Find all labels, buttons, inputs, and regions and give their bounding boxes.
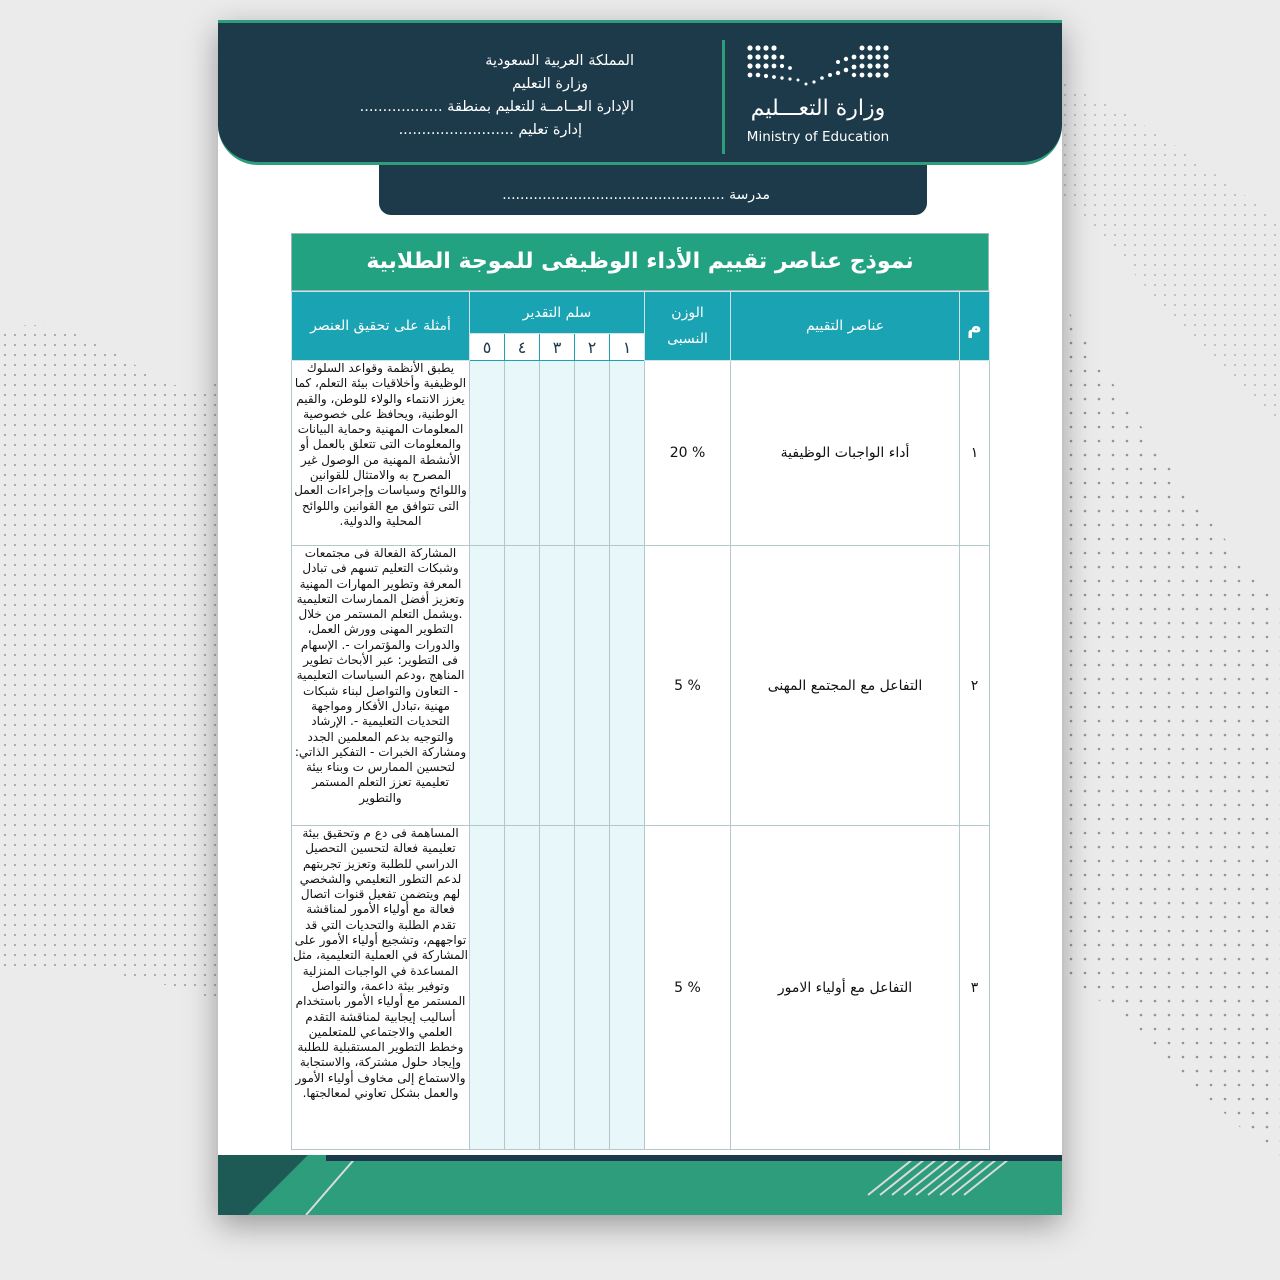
evaluation-form: [291, 233, 989, 1150]
form-title: نموذج عناصر تقييم الأداء الوظيفى للموجة الطلابية: [291, 233, 989, 291]
score-cell-3[interactable]: [540, 826, 575, 1150]
column-header-element: عناصر التقييم: [731, 292, 960, 361]
header-line-ministry: وزارة التعليم: [512, 76, 588, 92]
logo-english-text: Ministry of Education: [746, 129, 890, 145]
score-cell-5[interactable]: [470, 546, 505, 826]
score-cell-3[interactable]: [540, 361, 575, 546]
column-header-index: م: [960, 292, 990, 361]
scale-point-5: ٥: [470, 334, 505, 361]
row-weight: 5 %: [645, 546, 731, 826]
scale-point-2: ٢: [575, 334, 610, 361]
row-index: ٢: [960, 546, 990, 826]
scale-point-3: ٣: [540, 334, 575, 361]
row-element: التفاعل مع أولياء الامور: [731, 826, 960, 1150]
school-label: مدرسة ..................................................: [502, 187, 770, 203]
row-weight: 5 %: [645, 826, 731, 1150]
row-weight: 20 %: [645, 361, 731, 546]
scale-point-1: ١: [610, 334, 645, 361]
table-row: [292, 826, 990, 1150]
score-cell-2[interactable]: [575, 826, 610, 1150]
header-line-education-office: إدارة تعليم .........................: [398, 122, 582, 138]
document-page: [218, 20, 1062, 1215]
column-header-scale: سلم التقدير: [470, 292, 645, 334]
score-cell-1[interactable]: [610, 826, 645, 1150]
header-accent-line: [218, 20, 1062, 23]
score-cell-1[interactable]: [610, 546, 645, 826]
score-cell-2[interactable]: [575, 546, 610, 826]
score-cell-1[interactable]: [610, 361, 645, 546]
row-examples: يطبق الأنظمة وقواعد السلوك الوظيفية وأخلاقيات بيئة التعلم، كما يعزز الانتماء والولاء للوطن، والقيم الوطنية، ويحافظ على خصوصية المعلومات المهنية وحماية البيانات والمعلومات التى تتعلق بالعمل أو الأنشطة المهنية من الوصول غير المصرح به والامتثال للقوانين واللوائح وسياسات وإجراءات العمل التى تتوافق مع القوانين واللوائح المحلية والدولية.: [292, 361, 470, 546]
header-divider: [722, 40, 725, 154]
school-name-bar: [379, 165, 927, 215]
header-text-block: [334, 50, 634, 142]
evaluation-table: [291, 291, 990, 1150]
row-index: ١: [960, 361, 990, 546]
score-cell-5[interactable]: [470, 826, 505, 1150]
row-examples: المساهمة فى دع م وتحقيق بيئة تعليمية فعالة لتحسين التحصيل الدراسي للطلبة وتعزيز تجربتهم لدعم التطور التعليمي والشخصي لهم ويتضمن تفعيل قنوات اتصال فعالة مع أولياء الأمور لمناقشة تقدم الطلبة والتحديات التي قد تواجههم، وتشجيع أولياء الأمور على المشاركة في العملية التعليمية، مثل المساعدة في الواجبات المنزلية وتوفير بيئة داعمة، والتواصل المستمر مع أولياء الأمور باستخدام أساليب إيجابية لمناقشة التقدم العلمي والاجتماعي للمتعلمين وخطط التطوير المستقبلية للطلبة وإيجاد حلول مشتركة، والاستجابة والاستماع إلى مخاوف أولياء الأمور والعمل بشكل تعاوني لمعالجتها.: [292, 826, 470, 1150]
score-cell-4[interactable]: [505, 826, 540, 1150]
scale-point-4: ٤: [505, 334, 540, 361]
header-line-kingdom: المملكة العربية السعودية: [485, 53, 634, 69]
row-element: أداء الواجبات الوظيفية: [731, 361, 960, 546]
row-index: ٣: [960, 826, 990, 1150]
table-row: [292, 361, 990, 546]
row-element: التفاعل مع المجتمع المهنى: [731, 546, 960, 826]
column-header-examples: أمثلة على تحقيق العنصر: [292, 292, 470, 361]
table-row: [292, 546, 990, 826]
score-cell-4[interactable]: [505, 361, 540, 546]
row-examples: المشاركة الفعالة فى مجتمعات وشبكات التعليم تسهم فى تبادل المعرفة وتطوير المهارات المهنية وتعزيز أفضل الممارسات التعليمية .ويشمل التعلم المستمر من خلال التطوير المهنى وورش العمل، والدورات والمؤتمرات -. الإسهام فى التطوير: عبر الأبحاث تطوير المناهج ،ودعم السياسات التعليمية - التعاون والتواصل لبناء شبكات مهنية ،تبادل الأفكار ومواجهة التحديات التعليمية -. الإرشاد والتوجيه بدعم المعلمين الجدد ومشاركة الخبرات - التفكير الذاتي: لتحسين الممارس ت وبناء بيئة تعليمية تعزز التعلم المستمر والتطوير: [292, 546, 470, 826]
score-cell-3[interactable]: [540, 546, 575, 826]
header-banner: [218, 20, 1062, 165]
score-cell-2[interactable]: [575, 361, 610, 546]
footer-decoration: [218, 1155, 1062, 1215]
column-header-weight: الوزن النسبى: [645, 292, 731, 361]
score-cell-4[interactable]: [505, 546, 540, 826]
header-line-general-directorate: الإدارة العــامــة للتعليم بمنطقة ..................: [359, 99, 634, 115]
logo-arabic-text: وزارة التعـــليم: [750, 96, 886, 121]
score-cell-5[interactable]: [470, 361, 505, 546]
